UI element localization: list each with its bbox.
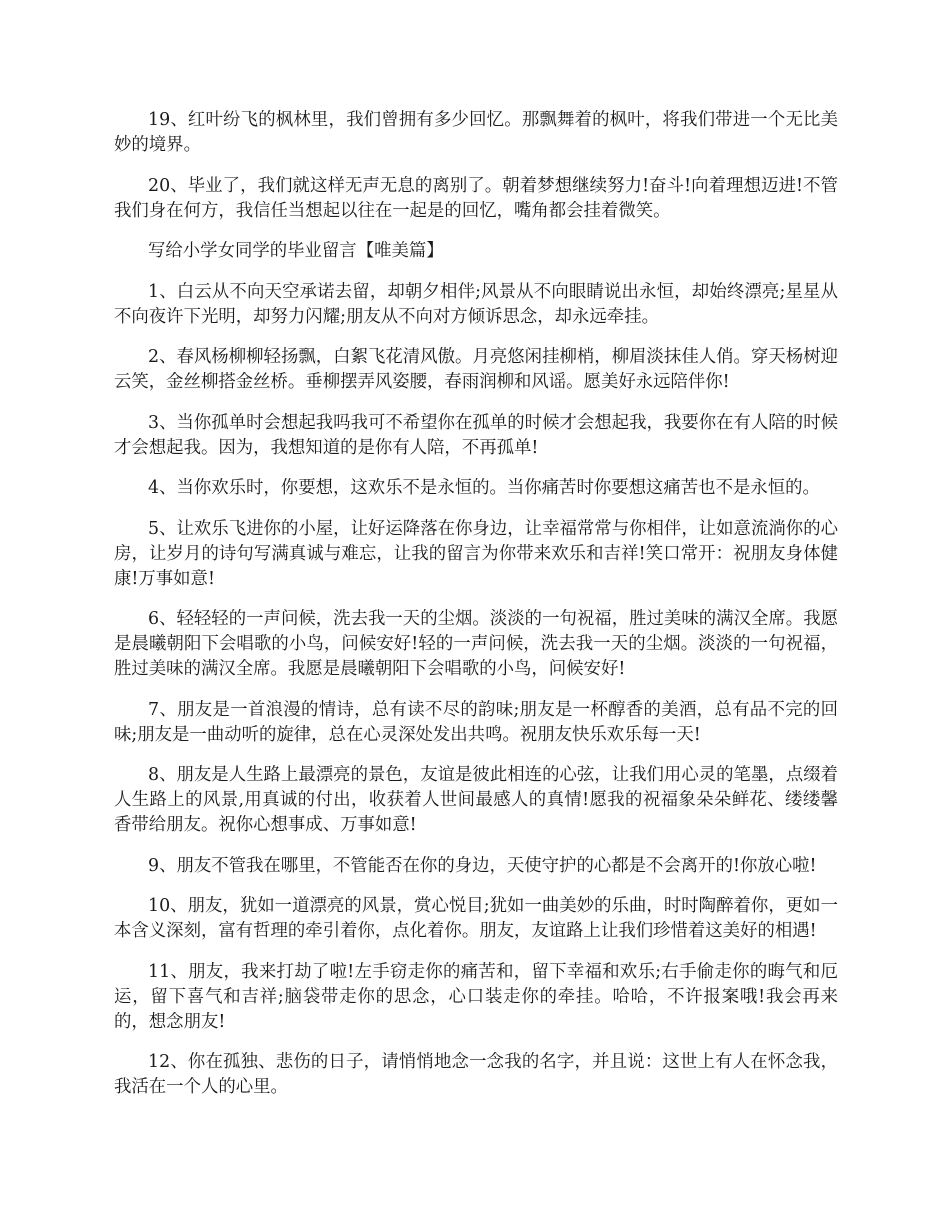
- paragraph-9: 9、朋友不管我在哪里，不管能否在你的身边，天使守护的心都是不会离开的!你放心啦!: [148, 855, 817, 876]
- paragraph-8: 8、朋友是人生路上最漂亮的景色，友谊是彼此相连的心弦，让我们用心灵的笔墨，点缀着人生路上的风景,用真诚的付出，收获着人世间最感人的真情!愿我的祝福象朵朵鲜花、缕缕馨香带给朋友。祝你心想事成、万事如意!: [114, 765, 838, 835]
- paragraph-5: 5、让欢乐飞进你的小屋，让好运降落在你身边，让幸福常常与你相伴，让如意流淌你的心房，让岁月的诗句写满真诚与难忘，让我的留言为你带来欢乐和吉祥!笑口常开：祝朋友身体健康!万事如意!: [114, 518, 838, 589]
- paragraph-11: 11、朋友，我来打劫了啦!左手窃走你的痛苦和，留下幸福和欢乐;右手偷走你的晦气和厄运，留下喜气和吉祥;脑袋带走你的思念，心口装走你的牵挂。哈哈，不许报案哦!我会再来的，想念朋友!: [114, 961, 838, 1032]
- paragraph-7: 7、朋友是一首浪漫的情诗，总有读不尽的韵味;朋友是一杯醇香的美酒，总有品不完的回味;朋友是一曲动听的旋律，总在心灵深处发出共鸣。祝朋友快乐欢乐每一天!: [114, 699, 838, 745]
- paragraph-4: 4、当你欢乐时，你要想，这欢乐不是永恒的。当你痛苦时你要想这痛苦也不是永恒的。: [148, 478, 820, 498]
- paragraph-1: 1、白云从不向天空承诺去留，却朝夕相伴;风景从不向眼睛说出永恒，却始终漂亮;星星从不向夜许下光明，却努力闪耀;朋友从不向对方倾诉思念，却永远牵挂。: [114, 281, 838, 327]
- paragraph-12: 12、你在孤独、悲伤的日子，请悄悄地念一念我的名字，并且说：这世上有人在怀念我，我活在一个人的心里。: [114, 1052, 838, 1097]
- paragraph-3: 3、当你孤单时会想起我吗我可不希望你在孤单的时候才会想起我，我要你在有人陪的时候才会想起我。因为，我想知道的是你有人陪，不再孤单!: [114, 412, 838, 458]
- paragraph-19: 19、红叶纷飞的枫林里，我们曾拥有多少回忆。那飘舞着的枫叶，将我们带进一个无比美妙的境界。: [114, 110, 838, 155]
- paragraph-10: 10、朋友，犹如一道漂亮的风景，赏心悦目;犹如一曲美妙的乐曲，时时陶醉着你，更如一本含义深刻，富有哲理的牵引着你，点化着你。朋友，友谊路上让我们珍惜着这美好的相遇!: [114, 896, 838, 941]
- paragraph-6: 6、轻轻轻的一声问候，洗去我一天的尘烟。淡淡的一句祝福，胜过美味的满汉全席。我愿是晨曦朝阳下会唱歌的小鸟，问候安好!轻的一声问候，洗去我一天的尘烟。淡淡的一句祝福，胜过美味的满汉全席。我愿是晨曦朝阳下会唱歌的小鸟，问候安好!: [114, 609, 838, 679]
- paragraph-2: 2、春风杨柳柳轻扬飘，白絮飞花清风傲。月亮悠闲挂柳梢，柳眉淡抹佳人俏。穿天杨树迎云笑，金丝柳搭金丝桥。垂柳摆弄风姿腰，春雨润柳和风谣。愿美好永远陪伴你!: [114, 347, 838, 392]
- document-page: [114, 108, 838, 1116]
- section-title: 写给小学女同学的毕业留言【唯美篇】: [148, 241, 444, 261]
- paragraph-20: 20、毕业了，我们就这样无声无息的离别了。朝着梦想继续努力!奋斗!向着理想迈进!不管我们身在何方，我信任当想起以往在一起是的回忆，嘴角都会挂着微笑。: [114, 175, 838, 221]
